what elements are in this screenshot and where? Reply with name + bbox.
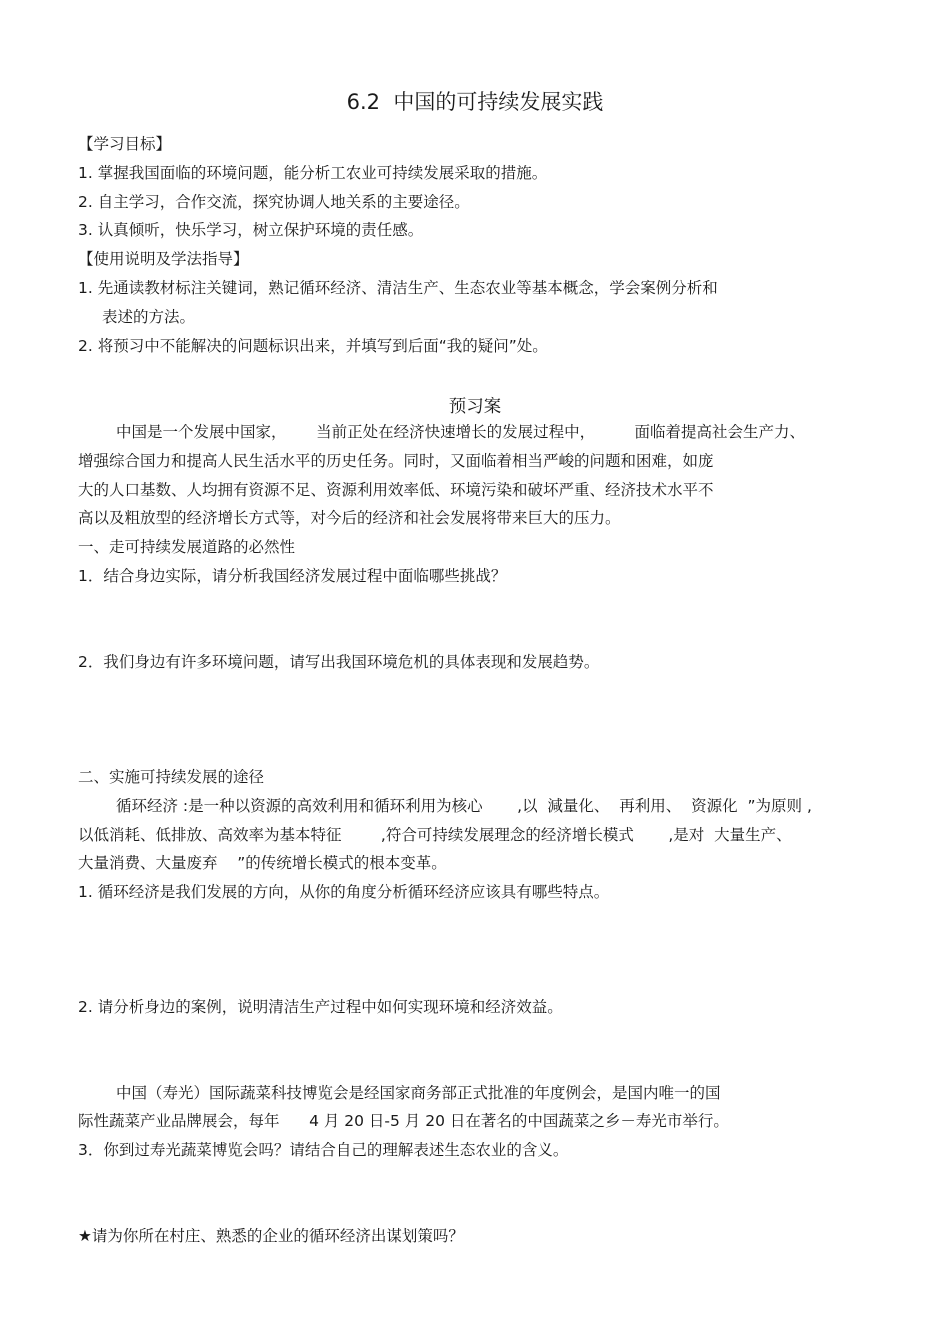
goals-heading: 【学习目标】 — [78, 135, 172, 153]
guide-item: 2. 将预习中不能解决的问题标识出来，并填写到后面“我的疑问”处。 — [78, 337, 548, 355]
section-2-heading: 二、实施可持续发展的途径 — [78, 768, 265, 786]
star-question: ★请为你所在村庄、熟悉的企业的循环经济出谋划策吗？ — [78, 1227, 464, 1245]
goal-item: 3. 认真倾听，快乐学习，树立保护环境的责任感。 — [78, 221, 424, 239]
question-1-1: 1．结合身边实际，请分析我国经济发展过程中面临哪些挑战？ — [78, 567, 507, 585]
guide-item-continuation: 表述的方法。 — [102, 308, 196, 326]
intro-paragraph-line: 中国是一个发展中国家， 当前正处在经济快速增长的发展过程中， 面临着提高社会生产力、 — [116, 423, 805, 441]
question-2-2: 2. 请分析身边的案例，说明清洁生产过程中如何实现环境和经济效益。 — [78, 998, 563, 1016]
preview-heading: 预习案 — [448, 397, 502, 417]
question-2-1: 1. 循环经济是我们发展的方向，从你的角度分析循环经济应该具有哪些特点。 — [78, 883, 610, 901]
expo-paragraph-line: 中国（寿光）国际蔬菜科技博览会是经国家商务部正式批准的年度例会，是国内唯一的国 — [116, 1084, 721, 1102]
question-1-2: 2．我们身边有许多环境问题，请写出我国环境危机的具体表现和发展趋势。 — [78, 653, 600, 671]
circular-economy-line: 大量消费、大量废弃 ”的传统增长模式的根本变革。 — [78, 854, 447, 872]
intro-paragraph-line: 高以及粗放型的经济增长方式等，对今后的经济和社会发展将带来巨大的压力。 — [78, 509, 621, 527]
circular-economy-line: 以低消耗、低排放、高效率为基本特征 ,符合可持续发展理念的经济增长模式 ,是对 大量生产、 — [78, 826, 792, 844]
question-2-3: 3．你到过寿光蔬菜博览会吗？请结合自己的理解表述生态农业的含义。 — [78, 1141, 569, 1159]
intro-paragraph-line: 大的人口基数、人均拥有资源不足、资源利用效率低、环境污染和破坏严重、经济技术水平不 — [78, 481, 714, 499]
goal-item: 1. 掌握我国面临的环境问题，能分析工农业可持续发展采取的措施。 — [78, 164, 548, 182]
expo-paragraph-line: 际性蔬菜产业品牌展会，每年 4 月 20 日-5 月 20 日在著名的中国蔬菜之乡－寿光市举行。 — [78, 1112, 729, 1130]
goal-item: 2. 自主学习，合作交流，探究协调人地关系的主要途径。 — [78, 193, 470, 211]
circular-economy-line: 循环经济 :是一种以资源的高效利用和循环利用为核心 ,以 減量化、 再利用、 资源化 ”为原则 , — [116, 797, 812, 815]
intro-paragraph-line: 增强综合国力和提高人民生活水平的历史任务。同时，又面临着相当严峻的问题和困难，如庞 — [78, 452, 714, 470]
section-1-heading: 一、走可持续发展道路的必然性 — [78, 538, 296, 556]
guide-heading: 【使用说明及学法指导】 — [78, 250, 249, 268]
page-title: 6.2 中国的可持续发展实践 — [346, 90, 604, 114]
guide-item: 1. 先通读教材标注关键词，熟记循环经济、清洁生产、生态农业等基本概念，学会案例分析和 — [78, 279, 718, 297]
